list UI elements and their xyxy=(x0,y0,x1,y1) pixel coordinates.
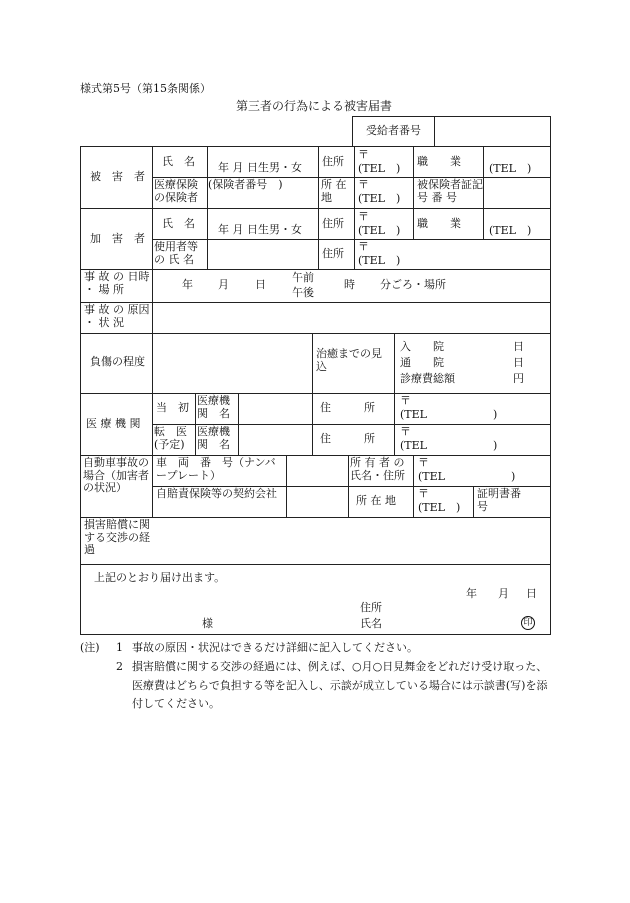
outpatient-day-unit: 日 xyxy=(513,356,524,369)
owner-tel[interactable]: (TEL ) xyxy=(418,470,516,483)
insurer-tel[interactable]: (TEL ) xyxy=(358,192,401,205)
victim-name-label: 氏 名 xyxy=(162,155,195,168)
victim-occupation-label: 職 業 xyxy=(417,155,461,168)
accident-month[interactable]: 月 xyxy=(218,278,229,291)
employer-tel[interactable]: (TEL ) xyxy=(358,254,401,267)
transfer-tel[interactable]: (TEL ) xyxy=(400,439,498,452)
initial-tel[interactable]: (TEL ) xyxy=(400,408,498,421)
declaration-day[interactable]: 日 xyxy=(526,587,537,600)
medical-label: 医 療 機 関 xyxy=(86,417,141,430)
negotiation-field[interactable] xyxy=(154,519,548,563)
total-cost-row[interactable] xyxy=(400,373,524,386)
employer-address-label: 住所 xyxy=(322,247,344,260)
offender-dob[interactable]: 年 月 日生男・女 xyxy=(218,223,302,236)
notes-prefix: (注) xyxy=(80,641,100,654)
employer-postal-mark: 〒 xyxy=(358,240,369,253)
offender-address-label: 住所 xyxy=(322,217,344,230)
accident-place[interactable]: 分ごろ・場所 xyxy=(380,278,446,291)
inpatient-day-unit: 日 xyxy=(513,340,524,353)
recipient-number-label: 受給者番号 xyxy=(366,124,421,137)
owner-label: 所 有 者 の氏名・住所 xyxy=(350,456,405,482)
insurer-location-label: 所 在 地 xyxy=(321,178,347,204)
page-title: 第三者の行為による被害届書 xyxy=(236,99,393,113)
inpatient-row[interactable] xyxy=(400,341,524,354)
insurer-postal-mark: 〒 xyxy=(358,178,369,191)
accident-year[interactable]: 年 xyxy=(182,278,193,291)
owner-postal-mark: 〒 xyxy=(418,456,429,469)
accident-datetime-label: 事 故 の 日時 ・ 場 所 xyxy=(84,270,150,296)
certificate-label: 証明書番 号 xyxy=(477,487,532,513)
form-number: 様式第5号（第15条関係） xyxy=(80,82,211,95)
insurance-tel[interactable]: (TEL ) xyxy=(418,501,461,514)
insurer-number[interactable]: (保険者番号 ) xyxy=(208,178,283,191)
accident-cause-label: 事 故 の 原因 ・ 状 況 xyxy=(84,303,150,329)
victim-dob[interactable]: 年 月 日生男・女 xyxy=(218,161,302,174)
seal-icon xyxy=(521,616,535,630)
transfer-label: 転 医(予定) xyxy=(154,425,187,451)
accident-pm[interactable]: 午後 xyxy=(292,286,314,299)
insurance-postal-mark: 〒 xyxy=(418,487,429,500)
initial-inst-name-label: 医療機関 名 xyxy=(197,394,230,420)
offender-name-label: 氏 名 xyxy=(162,217,195,230)
declaration-year[interactable]: 年 xyxy=(466,587,477,600)
initial-address-label: 住 所 xyxy=(320,401,375,414)
plate-label: 車 両 番 号（ナンバープレート） xyxy=(156,456,276,482)
injury-field[interactable] xyxy=(154,335,311,392)
note-1-number: 1 xyxy=(116,641,123,654)
victim-address-label: 住所 xyxy=(322,155,344,168)
until-cure-label: 治癒までの見込 xyxy=(316,347,382,373)
note-2-number: 2 xyxy=(116,660,123,673)
transfer-inst-name-label: 医療機関 名 xyxy=(197,425,230,451)
outpatient-label: 通 院 xyxy=(400,356,444,369)
addressee-sama: 様 xyxy=(202,617,213,630)
victim-postal-mark: 〒 xyxy=(358,148,369,161)
outpatient-row[interactable] xyxy=(400,357,524,370)
accident-cause-field[interactable] xyxy=(154,304,548,332)
transfer-postal-mark: 〒 xyxy=(400,425,411,438)
accident-am[interactable]: 午前 xyxy=(292,271,314,284)
injury-label: 負傷の程度 xyxy=(90,355,145,368)
victim-label: 被 害 者 xyxy=(90,170,145,183)
transfer-address-label: 住 所 xyxy=(320,432,375,445)
offender-postal-mark: 〒 xyxy=(358,210,369,223)
inpatient-label: 入 院 xyxy=(400,340,444,353)
yen-unit: 円 xyxy=(513,372,524,385)
employer-label: 使用者等の 氏 名 xyxy=(154,240,198,266)
insurance-label: 自賠責保険等の契約会社 xyxy=(156,487,277,500)
insurance-location-label: 所 在 地 xyxy=(356,494,396,507)
victim-occupation-tel[interactable]: (TEL ) xyxy=(489,162,532,175)
declaration-month[interactable]: 月 xyxy=(498,587,509,600)
recipient-number-field[interactable] xyxy=(436,118,549,145)
insured-card-label: 被保険者証記 号 番 号 xyxy=(417,178,483,204)
declarant-address-label: 住所 xyxy=(360,601,382,614)
accident-hour[interactable]: 時 xyxy=(344,278,355,291)
vehicle-label: 自動車事故の場合（加害者の状況） xyxy=(83,456,149,495)
note-1: 事故の原因・状況はできるだけ詳細に記入してください。 xyxy=(132,641,418,654)
declarant-name-label: 氏名 xyxy=(360,617,382,630)
offender-label: 加 害 者 xyxy=(90,232,145,245)
insurer-label: 医療保険の保険者 xyxy=(154,178,198,204)
negotiation-label: 損害賠償に関する交渉の経過 xyxy=(84,518,150,557)
offender-tel[interactable]: (TEL ) xyxy=(358,224,401,237)
offender-occupation-tel[interactable]: (TEL ) xyxy=(489,224,532,237)
declaration-text: 上記のとおり届け出ます。 xyxy=(94,571,226,584)
offender-occupation-label: 職 業 xyxy=(417,217,461,230)
note-2: 損害賠償に関する交渉の経過には、例えば、○月○日見舞金をどれだけ受け取った、医療費はどちらで負担する等を記入し、示談が成立している場合には示談書(写)を添付してください。 xyxy=(132,660,548,711)
victim-tel[interactable]: (TEL ) xyxy=(358,162,401,175)
seal-mark: 印 xyxy=(521,616,535,630)
total-cost-label: 診療費総額 xyxy=(400,372,455,385)
initial-postal-mark: 〒 xyxy=(400,394,411,407)
initial-label: 当 初 xyxy=(156,401,189,414)
accident-day[interactable]: 日 xyxy=(255,278,266,291)
